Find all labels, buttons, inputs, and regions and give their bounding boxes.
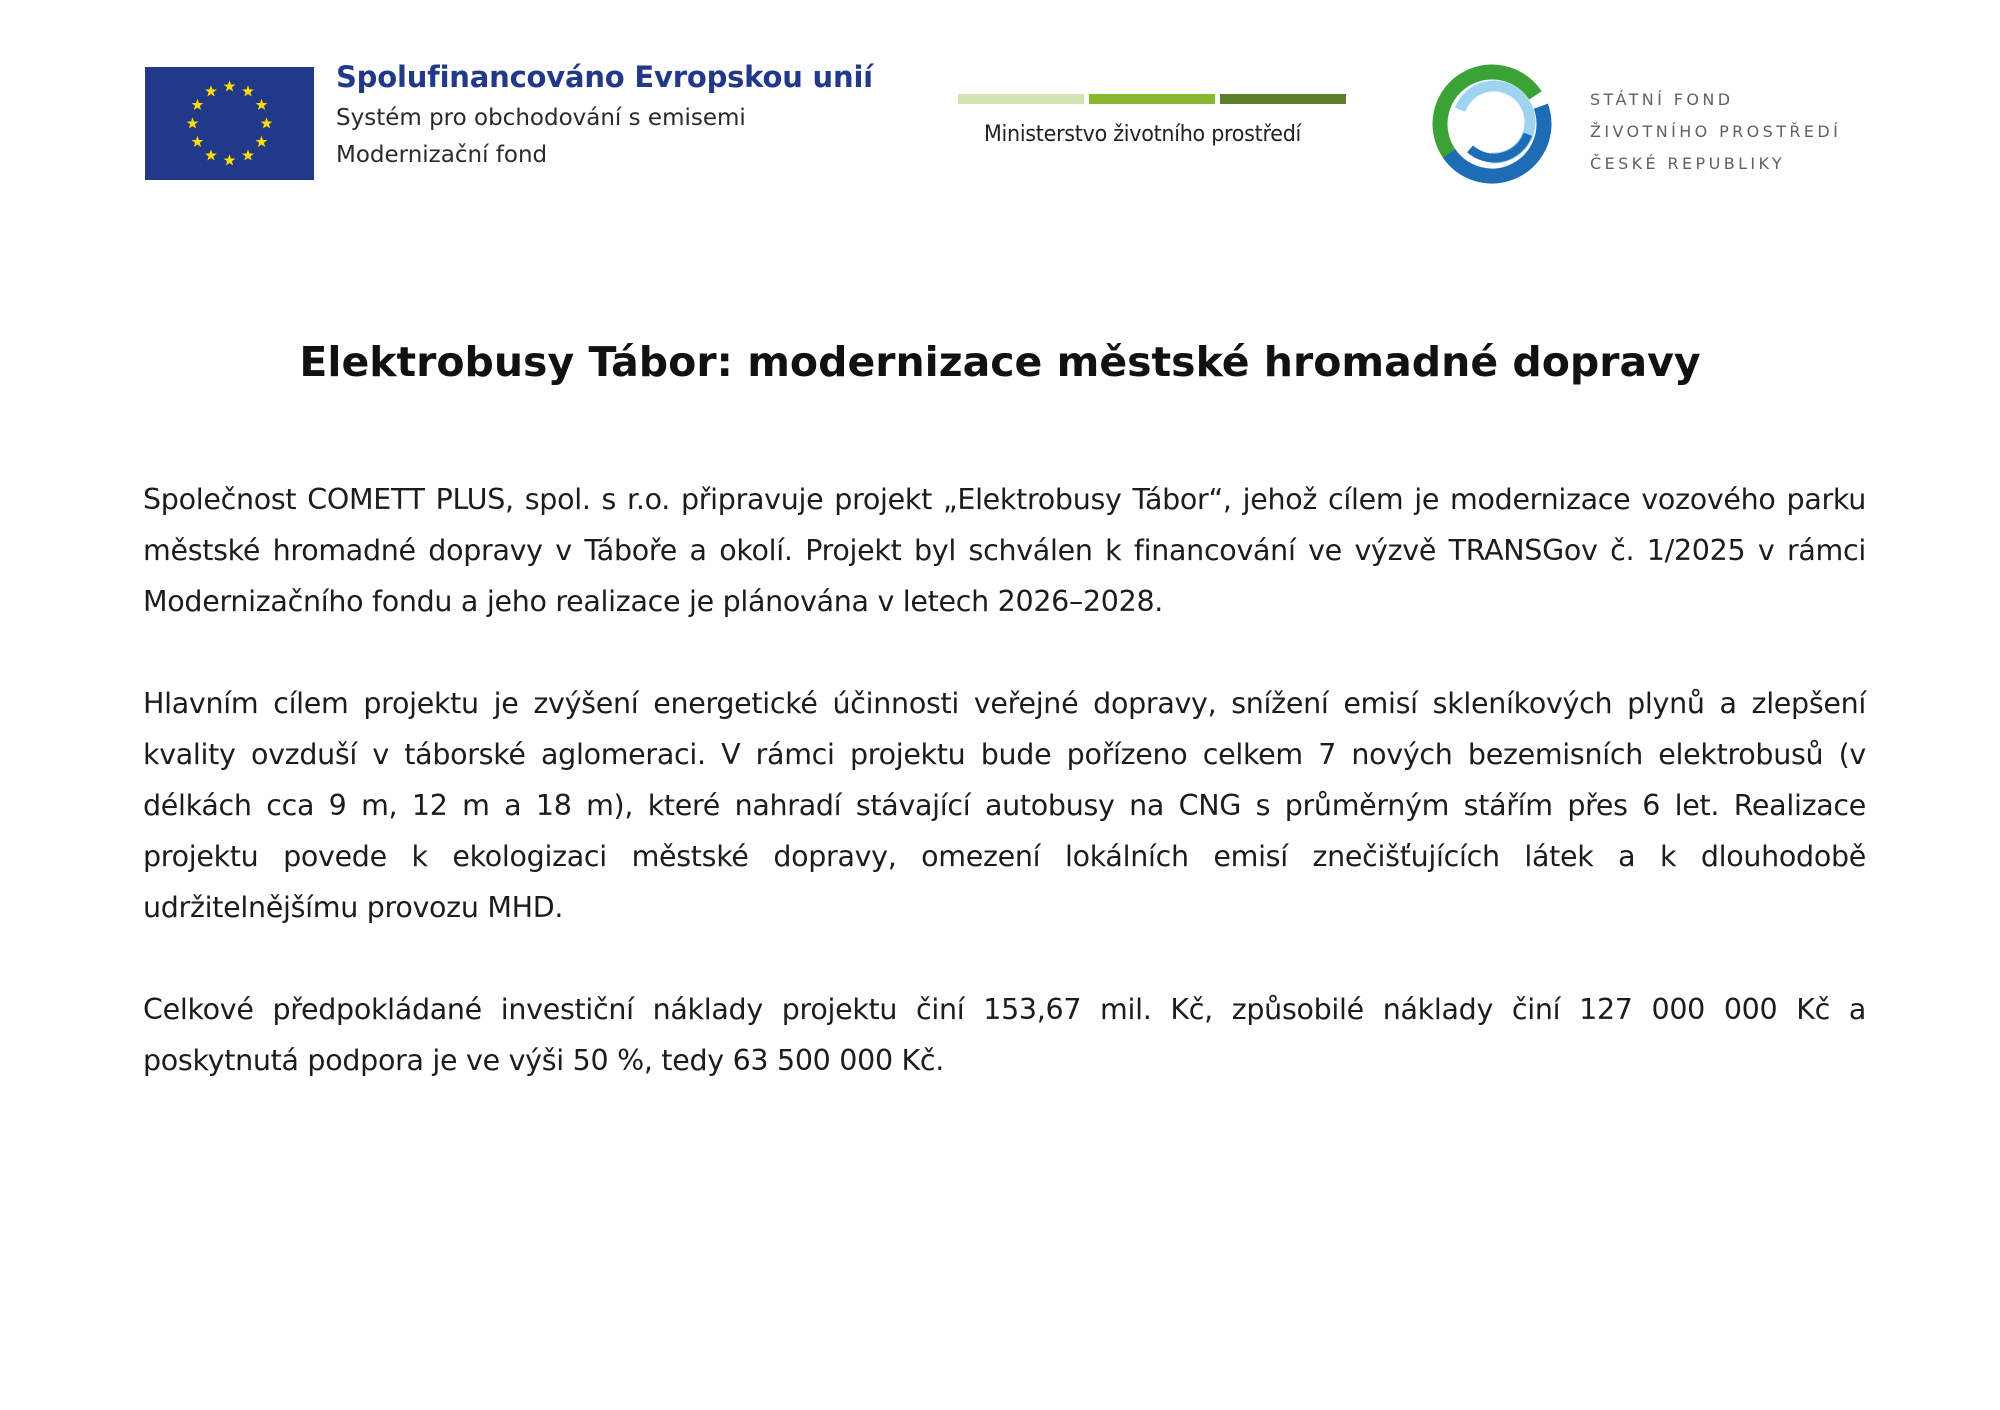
- document-title: Elektrobusy Tábor: modernizace městské hromadné dopravy: [299, 338, 1701, 386]
- ministry-name: Ministerstvo životního prostředí: [984, 122, 1302, 147]
- fund-name-line2: ŽIVOTNÍHO PROSTŘEDÍ: [1590, 122, 1842, 141]
- fund-name-line1: STÁTNÍ FOND: [1590, 90, 1734, 109]
- eu-funding-text: [336, 60, 873, 168]
- paragraph-costs: Celkové předpokládané investiční náklady projektu činí 153,67 mil. Kč, způsobilé náklady činí 127 000 000 Kč a poskytnutá podpora je ve výši 50 %, tedy 63 500 000 Kč.: [143, 993, 1866, 1077]
- emissions-trading-label: Systém pro obchodování s emisemi: [336, 105, 746, 131]
- fund-swirl-logo-icon: [1432, 62, 1552, 186]
- eu-funding-heading: Spolufinancováno Evropskou unií: [336, 60, 873, 94]
- ministry-bar-dark: [1220, 94, 1346, 104]
- ministry-bar-mid: [1089, 94, 1215, 104]
- eu-flag-icon: [145, 67, 314, 180]
- fund-name: [1590, 84, 1841, 180]
- ministry-color-bars: [958, 94, 1346, 104]
- modernisation-fund-label: Modernizační fond: [336, 142, 548, 168]
- ministry-bar-light: [958, 94, 1084, 104]
- fund-name-line3: ČESKÉ REPUBLIKY: [1590, 154, 1786, 173]
- document-body: [143, 474, 1866, 1137]
- paragraph-goals: Hlavním cílem projektu je zvýšení energetické účinnosti veřejné dopravy, snížení emisí skleníkových plynů a zlepšení kvality ovzduší v táborské aglomeraci. V rámci projektu bude pořízeno celkem 7 nových bezemisních elektrobusů (v délkách cca 9 m, 12 m a 18 m), které nahradí stávající autobusy na CNG s průměrným stářím přes 6 let. Realizace projektu povede k ekologizaci městské dopravy, omezení lokálních emisí znečišťujících látek a k dlouhodobě udržitelnějšímu provozu MHD.: [143, 687, 1866, 924]
- paragraph-intro: Společnost COMETT PLUS, spol. s r.o. připravuje projekt „Elektrobusy Tábor“, jehož cílem je modernizace vozového parku městské hromadné dopravy v Táboře a okolí. Projekt byl schválen k financování ve výzvě TRANSGov č. 1/2025 v rámci Modernizačního fondu a jeho realizace je plánována v letech 2026–2028.: [143, 483, 1866, 618]
